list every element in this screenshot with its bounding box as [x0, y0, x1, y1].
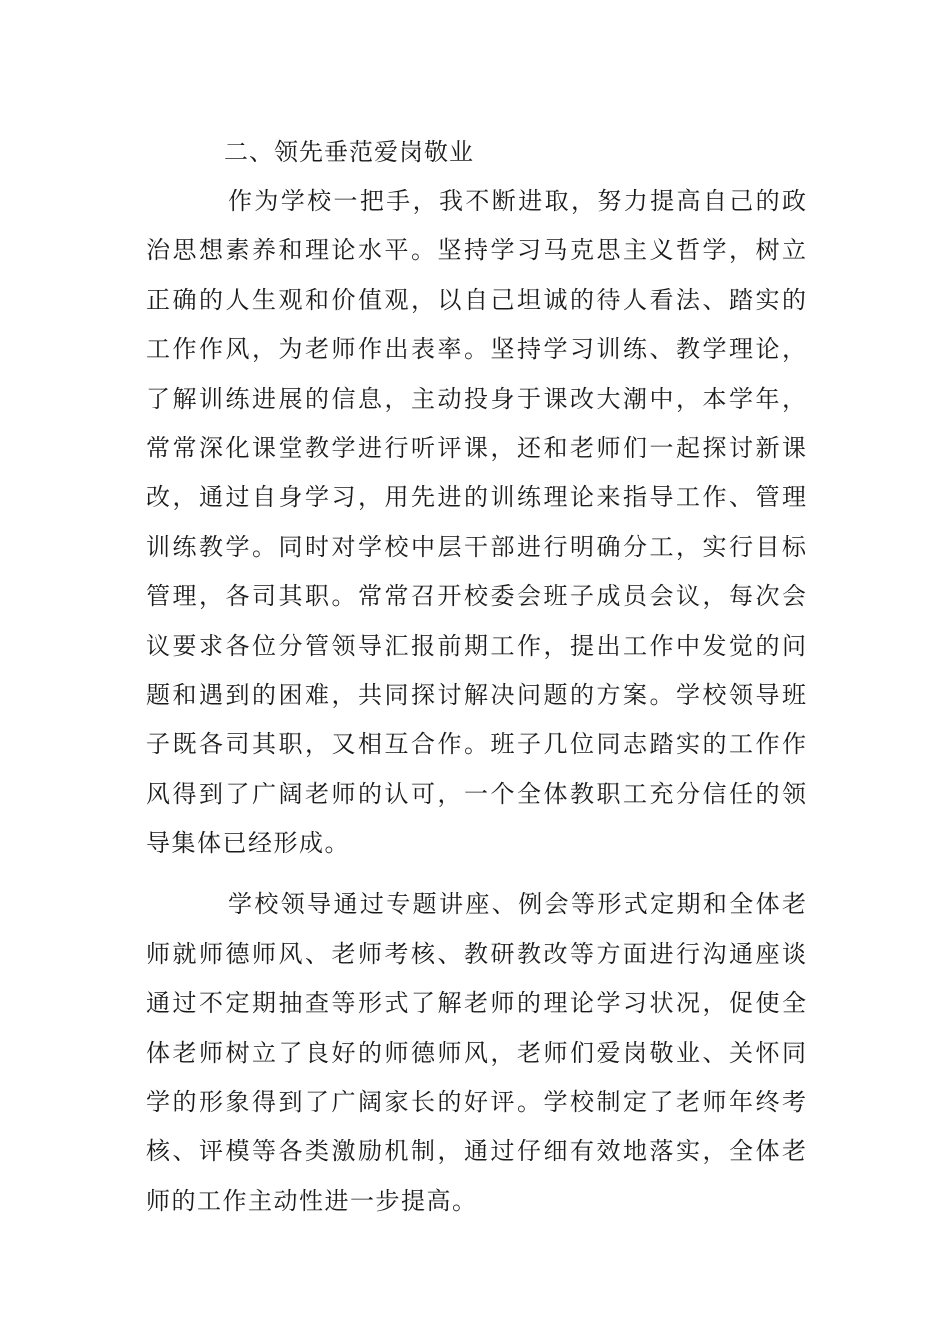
section-heading: 二、领先垂范爱岗敬业 [224, 138, 474, 166]
paragraph-spacer [146, 868, 806, 880]
paragraph-line: 正确的人生观和价值观，以自己坦诚的待人看法、踏实的 [146, 285, 806, 314]
paragraph-line: 体老师树立了良好的师德师风，老师们爱岗敬业、关怀同 [146, 1038, 806, 1067]
paragraph-line: 风得到了广阔老师的认可，一个全体教职工充分信任的领 [146, 779, 806, 808]
paragraph-line: 通过不定期抽查等形式了解老师的理论学习状况，促使全 [146, 989, 806, 1018]
paragraph-line: 师的工作主动性进一步提高。 [146, 1186, 478, 1215]
paragraph-line: 管理，各司其职。常常召开校委会班子成员会议，每次会 [146, 582, 806, 611]
paragraph-line: 学校领导通过专题讲座、例会等形式定期和全体老 [228, 890, 806, 919]
paragraph-line: 了解训练进展的信息，主动投身于课改大潮中，本学年， [146, 384, 806, 413]
paragraph-line: 师就师德师风、老师考核、教研教改等方面进行沟通座谈 [146, 939, 806, 968]
document-body [146, 128, 806, 1226]
paragraph-2 [146, 880, 806, 1226]
paragraph-line: 题和遇到的困难，共同探讨解决问题的方案。学校领导班 [146, 680, 806, 709]
paragraph-line: 议要求各位分管领导汇报前期工作，提出工作中发觉的问 [146, 631, 806, 660]
paragraph-line: 核、评模等各类激励机制，通过仔细有效地落实，全体老 [146, 1137, 806, 1166]
paragraph-line: 训练教学。同时对学校中层干部进行明确分工，实行目标 [146, 532, 806, 561]
paragraph-line: 子既各司其职，又相互合作。班子几位同志踏实的工作作 [146, 730, 806, 759]
paragraph-line: 学的形象得到了广阔家长的好评。学校制定了老师年终考 [146, 1088, 806, 1117]
paragraph-line: 导集体已经形成。 [146, 829, 350, 858]
paragraph-1 [146, 177, 806, 868]
paragraph-line: 改，通过自身学习，用先进的训练理论来指导工作、管理 [146, 483, 806, 512]
paragraph-line: 常常深化课堂教学进行听评课，还和老师们一起探讨新课 [146, 433, 806, 462]
paragraph-line: 工作作风，为老师作出表率。坚持学习训练、教学理论， [146, 335, 806, 364]
paragraph-line: 治思想素养和理论水平。坚持学习马克思主义哲学，树立 [146, 236, 806, 265]
paragraph-line: 作为学校一把手，我不断进取，努力提高自己的政 [228, 187, 806, 215]
